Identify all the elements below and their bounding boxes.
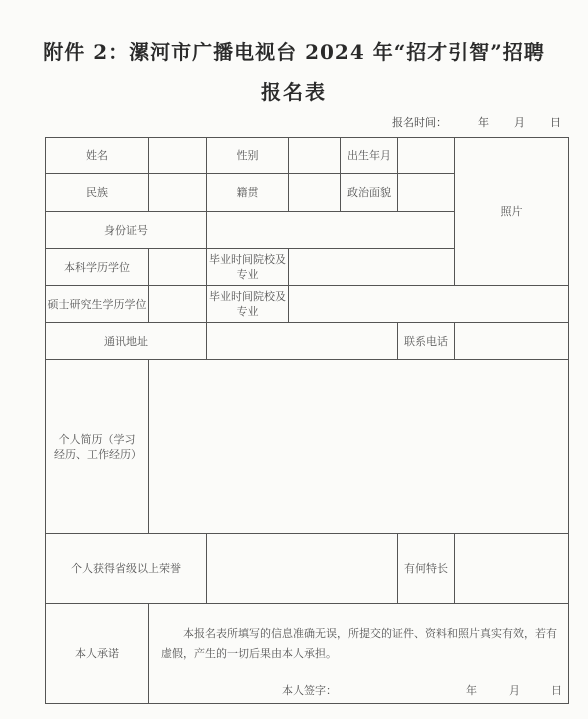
master-school-value[interactable]	[289, 286, 569, 323]
apply-date-month: 月	[514, 116, 525, 129]
birth-value[interactable]	[398, 138, 455, 174]
political-status-label: 政治面貌	[341, 174, 398, 212]
master-school-label: 毕业时间院校及专业	[207, 286, 289, 323]
birth-label: 出生年月	[341, 138, 398, 174]
commitment-text: 本报名表所填写的信息准确无误，所提交的证件、资料和照片真实有效，若有虚假，产生的一切后果由本人承担。	[161, 627, 557, 660]
native-place-label: 籍贯	[207, 174, 289, 212]
ethnicity-value[interactable]	[149, 174, 207, 212]
master-degree-label: 硕士研究生学历学位	[46, 286, 149, 323]
name-label: 姓名	[46, 138, 149, 174]
id-number-label: 身份证号	[46, 212, 207, 249]
resume-label: 个人简历（学习经历、工作经历）	[46, 360, 149, 534]
signature-month: 月	[509, 684, 520, 697]
apply-date-day: 日	[550, 116, 561, 129]
signature-day: 日	[551, 684, 562, 697]
master-degree-value[interactable]	[149, 286, 207, 323]
resume-value[interactable]	[149, 360, 569, 534]
gender-label: 性别	[207, 138, 289, 174]
registration-form	[45, 137, 569, 704]
phone-label: 联系电话	[398, 323, 455, 360]
id-number-value[interactable]	[207, 212, 455, 249]
ethnicity-label: 民族	[46, 174, 149, 212]
document-title: 附件 2：漯河市广播电视台 2024 年“招才引智”招聘	[43, 40, 545, 64]
honors-label: 个人获得省级以上荣誉	[46, 534, 207, 604]
native-place-value[interactable]	[289, 174, 341, 212]
signature-line	[149, 683, 568, 697]
commitment-label: 本人承诺	[46, 604, 149, 704]
name-value[interactable]	[149, 138, 207, 174]
commitment-cell	[149, 604, 569, 704]
specialty-value[interactable]	[455, 534, 569, 604]
honors-value[interactable]	[207, 534, 398, 604]
signature-year: 年	[466, 684, 477, 697]
specialty-label: 有何特长	[398, 534, 455, 604]
bachelor-school-label: 毕业时间院校及专业	[207, 249, 289, 286]
bachelor-degree-label: 本科学历学位	[46, 249, 149, 286]
gender-value[interactable]	[289, 138, 341, 174]
signature-label: 本人签字：	[282, 684, 337, 697]
phone-value[interactable]	[455, 323, 569, 360]
address-label: 通讯地址	[46, 323, 207, 360]
apply-date-year: 年	[478, 116, 489, 129]
bachelor-degree-value[interactable]	[149, 249, 207, 286]
photo-cell[interactable]: 照片	[455, 138, 569, 286]
apply-date-label: 报名时间：	[392, 116, 447, 129]
bachelor-school-value[interactable]	[289, 249, 455, 286]
political-status-value[interactable]	[398, 174, 455, 212]
address-value[interactable]	[207, 323, 398, 360]
document-subtitle: 报名表	[261, 80, 327, 104]
